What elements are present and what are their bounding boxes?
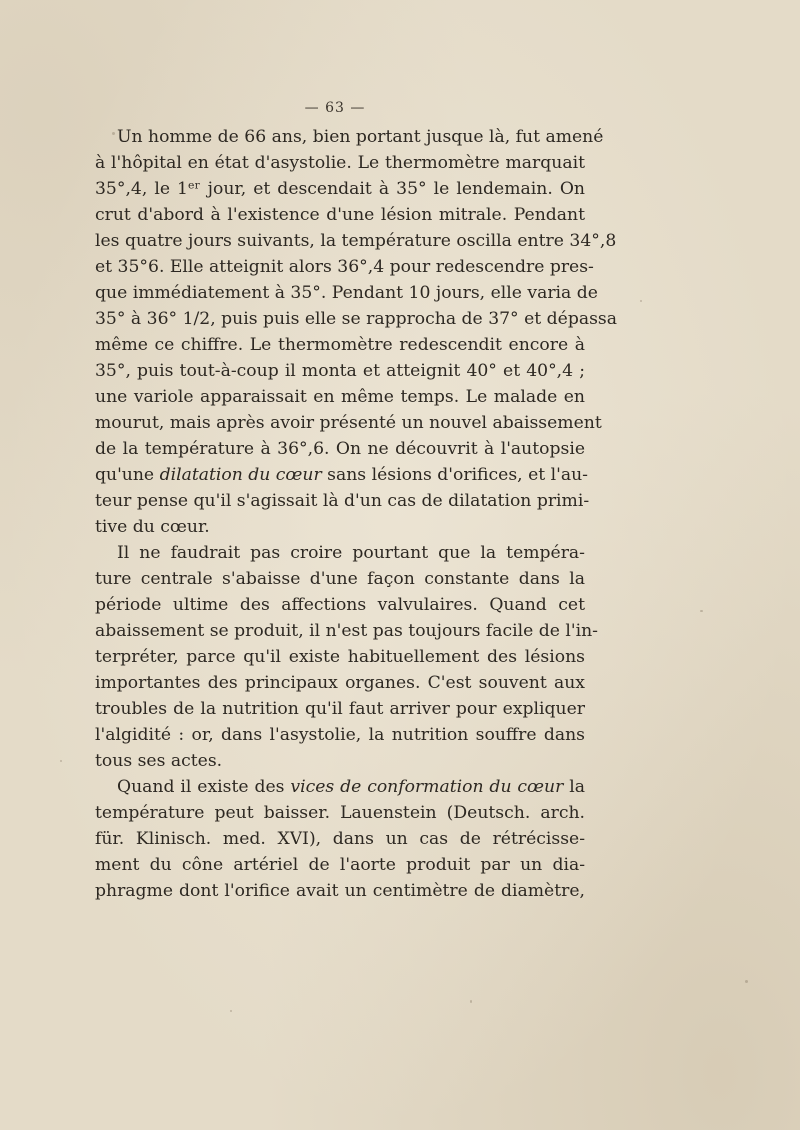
text-line: que immédiatement à 35°. Pendant 10 jours, elle varia de [95, 283, 598, 303]
text-line: 35°,4, le 1ᵉʳ jour, et descendait à 35° le lendemain. On [95, 179, 585, 199]
text-line: mourut, mais après avoir présenté un nouvel abaissement [95, 413, 602, 433]
text-line: Un homme de 66 ans, bien portant jusque là, fut amené [117, 127, 604, 147]
text-fragment: sans lésions d'orifices, et l'au- [321, 465, 588, 485]
paper-speck [230, 1010, 232, 1012]
text-line: ture centrale s'abaisse d'une façon constante dans la [95, 569, 585, 589]
paragraph-1 [95, 124, 617, 540]
paper-speck [640, 300, 642, 302]
page-number: — 63 — [304, 100, 366, 116]
text-line-with-italic [95, 774, 585, 800]
text-line: teur pense qu'il s'agissait là d'un cas de dilatation primi- [95, 491, 590, 511]
text-line: de la température à 36°,6. On ne découvrit à l'autopsie [95, 439, 585, 459]
text-line: l'algidité : or, dans l'asystolie, la nutrition souffre dans [95, 725, 585, 745]
text-line: tive du cœur. [95, 517, 210, 537]
text-line: für. Klinisch. med. XVI), dans un cas de rétrécisse- [95, 829, 585, 849]
paper-speck [60, 760, 62, 762]
text-line: phragme dont l'orifice avait un centimètre de diamètre, [95, 881, 585, 901]
text-line: terpréter, parce qu'il existe habituellement des lésions [95, 647, 585, 667]
text-line: troubles de la nutrition qu'il faut arriver pour expliquer [95, 699, 585, 719]
paper-speck [700, 610, 703, 612]
text-line-with-italic [95, 462, 588, 488]
body-text [95, 124, 617, 904]
paper-speck [470, 1000, 472, 1003]
text-line: Il ne faudrait pas croire pourtant que la tempéra- [117, 543, 585, 563]
italic-phrase: vices de conformation du cœur [290, 777, 564, 797]
text-line: abaissement se produit, il n'est pas toujours facile de l'in- [95, 621, 598, 641]
text-line: 35° à 36° 1/2, puis puis elle se rapprocha de 37° et dépassa [95, 309, 617, 329]
text-line: 35°, puis tout-à-coup il monta et atteignit 40° et 40°,4 ; [95, 361, 585, 381]
text-line: ment du cône artériel de l'aorte produit par un dia- [95, 855, 585, 875]
text-line: à l'hôpital en état d'asystolie. Le thermomètre marquait [95, 153, 585, 173]
text-line: température peut baisser. Lauenstein (Deutsch. arch. [95, 803, 585, 823]
text-line: même ce chiffre. Le thermomètre redescendit encore à [95, 335, 585, 355]
text-line: et 35°6. Elle atteignit alors 36°,4 pour redescendre pres- [95, 257, 594, 277]
text-line: tous ses actes. [95, 751, 223, 771]
italic-phrase: dilatation du cœur [159, 465, 322, 485]
text-line: les quatre jours suivants, la température oscilla entre 34°,8 [95, 231, 617, 251]
text-line: une variole apparaissait en même temps. Le malade en [95, 387, 585, 407]
text-fragment: la [563, 777, 585, 797]
paragraph-3 [95, 774, 585, 904]
text-line: importantes des principaux organes. C'est souvent aux [95, 673, 585, 693]
paper-speck [745, 980, 748, 983]
text-line: crut d'abord à l'existence d'une lésion mitrale. Pendant [95, 205, 585, 225]
paragraph-2 [95, 540, 598, 774]
text-fragment: qu'une [95, 465, 160, 485]
text-line: période ultime des affections valvulaires. Quand cet [95, 595, 585, 615]
text-fragment: Quand il existe des [117, 777, 291, 797]
